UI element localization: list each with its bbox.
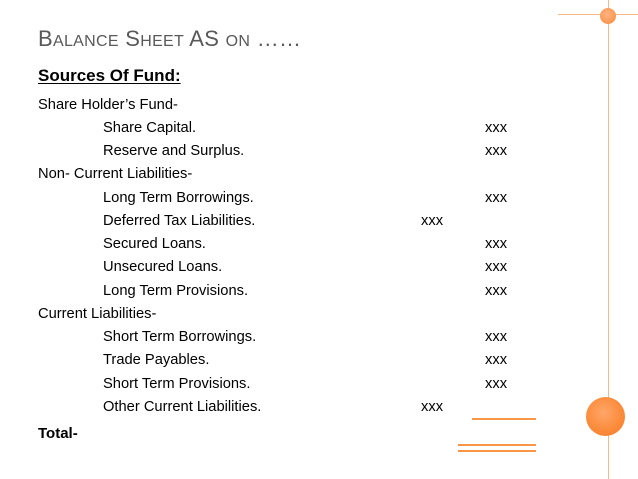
line-item-label: Reserve and Surplus. [103,143,245,159]
line-item-label: Other Current Liabilities. [103,399,262,415]
line-item-label: Trade Payables. [103,352,210,368]
line-item-label: Short Term Provisions. [103,376,251,392]
section-heading: Sources Of Fund: [38,66,181,85]
total-label: Total- [38,425,78,442]
subtotal-rule [472,418,536,420]
line-item-value: xxx [485,283,508,299]
line-item-value: xxx [485,376,508,392]
line-item-value: xxx [485,329,508,345]
group-label-current-liabilities: Current Liabilities- [38,306,157,322]
line-item-value: xxx [421,213,444,229]
line-item-label: Unsecured Loans. [103,259,223,275]
line-item-value: xxx [485,236,508,252]
total-rule-bottom [458,450,536,452]
line-item-label: Deferred Tax Liabilities. [103,213,256,229]
line-item-value: xxx [485,259,508,275]
line-item-label: Long Term Borrowings. [103,190,254,206]
total-rule-top [458,444,536,446]
line-item-label: Secured Loans. [103,236,206,252]
small-decor-circle [600,8,616,24]
line-item-value: xxx [421,399,444,415]
line-item-value: xxx [485,190,508,206]
slide-title: BALANCE SHEET AS ON …… [38,26,302,51]
top-decor-line [558,14,638,15]
group-label-shareholders-fund: Share Holder’s Fund- [38,97,178,113]
line-item-value: xxx [485,120,508,136]
large-decor-circle [586,397,625,436]
line-item-label: Long Term Provisions. [103,283,249,299]
line-item-label: Short Term Borrowings. [103,329,257,345]
line-item-label: Share Capital. [103,120,197,136]
group-label-non-current-liabilities: Non- Current Liabilities- [38,166,193,182]
line-item-value: xxx [485,352,508,368]
line-item-value: xxx [485,143,508,159]
